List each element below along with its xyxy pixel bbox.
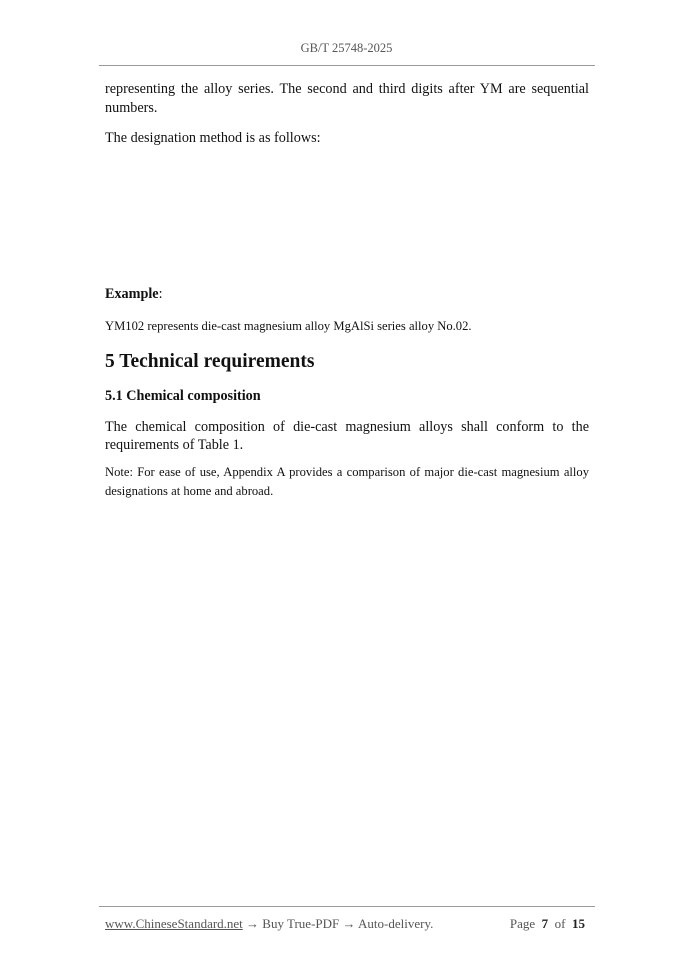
header-divider <box>99 65 595 66</box>
page-number <box>510 916 585 932</box>
designation-description-paragraph: representing the alloy series. The second and third digits after YM are sequential numbers. <box>105 81 589 116</box>
example-heading <box>105 286 589 303</box>
note-paragraph: Note: For ease of use, Appendix A provides a comparison of major die-cast magnesium alloy designations at home and abroad. <box>105 464 589 498</box>
site-link[interactable]: www.ChineseStandard.net <box>105 916 243 931</box>
arrow-right-icon: → <box>339 916 359 931</box>
total-pages: 15 <box>572 916 585 931</box>
arrow-right-icon: → <box>242 916 263 931</box>
subsection-heading: 5.1 Chemical composition <box>105 387 261 404</box>
page-word: Page <box>509 916 536 931</box>
example-label: Example <box>105 285 159 302</box>
current-page: 7 <box>541 916 549 931</box>
example-colon: : <box>158 285 163 302</box>
buy-pdf-text: Buy True-PDF <box>262 916 340 931</box>
chemical-composition-paragraph: The chemical composition of die-cast magnesium alloys shall conform to the requirements of Table 1. <box>105 418 589 453</box>
footer-promo <box>105 916 433 932</box>
document-code-header: GB/T 25748-2025 <box>300 41 393 55</box>
auto-delivery-text: Auto-delivery. <box>358 916 434 931</box>
section-heading: 5 Technical requirements <box>105 350 315 372</box>
footer-divider <box>99 906 595 907</box>
example-text: YM102 represents die-cast magnesium alloy MgAlSi series alloy No.02. <box>105 318 472 333</box>
of-word: of <box>554 916 566 931</box>
page-content <box>105 80 589 501</box>
designation-method-intro: The designation method is as follows: <box>105 130 321 146</box>
